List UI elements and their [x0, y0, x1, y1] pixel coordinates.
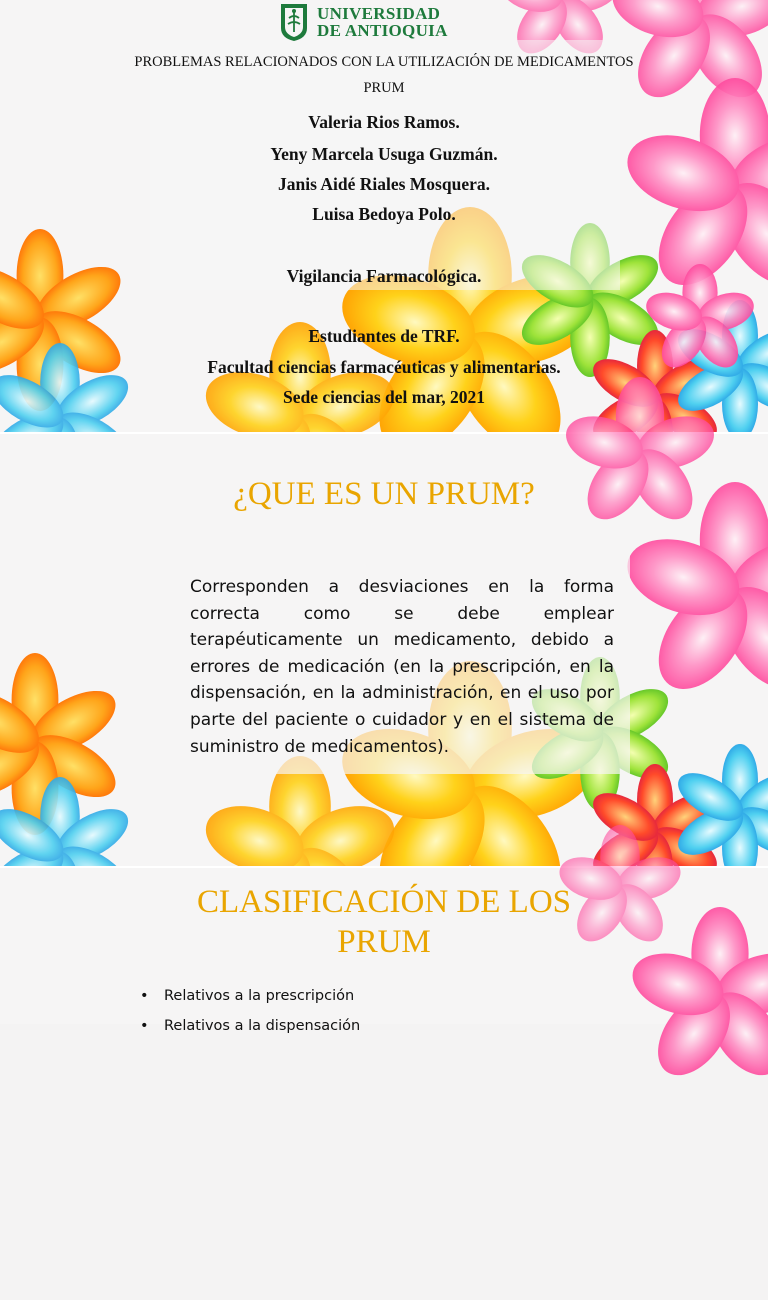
classification-list: [140, 984, 360, 1044]
author-2: Yeny Marcela Usuga Guzmán.: [270, 144, 498, 164]
definition-paragraph: Corresponden a desviaciones en la forma correcta como se debe emplear terapéuticamente un medicamento, debido a errores de medicación (en la prescripción, en la dispensación, en la administración, en el uso por parte del paciente o cuidador y en el sistema de suministro de medicamentos).: [190, 577, 614, 757]
author-1: Valeria Rios Ramos.: [308, 112, 460, 132]
university-logo: [279, 2, 448, 42]
university-seal-icon: [279, 2, 309, 42]
course-name: Vigilancia Farmacológica.: [286, 266, 482, 286]
document-title-acronym: PRUM: [363, 80, 405, 96]
document-title: PROBLEMAS RELACIONADOS CON LA UTILIZACIÓN DE MEDICAMENTOS: [134, 54, 634, 70]
slide-title: [0, 882, 768, 962]
slide-title: ¿QUE ES UN PRUM?: [233, 476, 535, 512]
slide-title-line-2: PRUM: [337, 924, 431, 960]
logo-line-2: DE ANTIOQUIA: [317, 21, 448, 40]
author-3: Janis Aidé Riales Mosquera.: [278, 174, 490, 194]
definition-slide: [0, 434, 768, 866]
faculty-name: Facultad ciencias farmacéuticas y alimentarias.: [207, 357, 561, 377]
author-4: Luisa Bedoya Polo.: [312, 204, 456, 224]
list-item: • Relativos a la dispensación: [140, 1014, 360, 1044]
slide-title-line-1: CLASIFICACIÓN DE LOS: [196, 884, 572, 920]
campus-and-year: Sede ciencias del mar, 2021: [282, 387, 486, 407]
list-item: • Relativos a la prescripción: [140, 984, 360, 1014]
students-label: Estudiantes de TRF.: [308, 326, 460, 346]
logo-line-1: UNIVERSIDAD: [317, 4, 441, 23]
title-slide: [0, 0, 768, 432]
classification-slide: [0, 868, 768, 1034]
